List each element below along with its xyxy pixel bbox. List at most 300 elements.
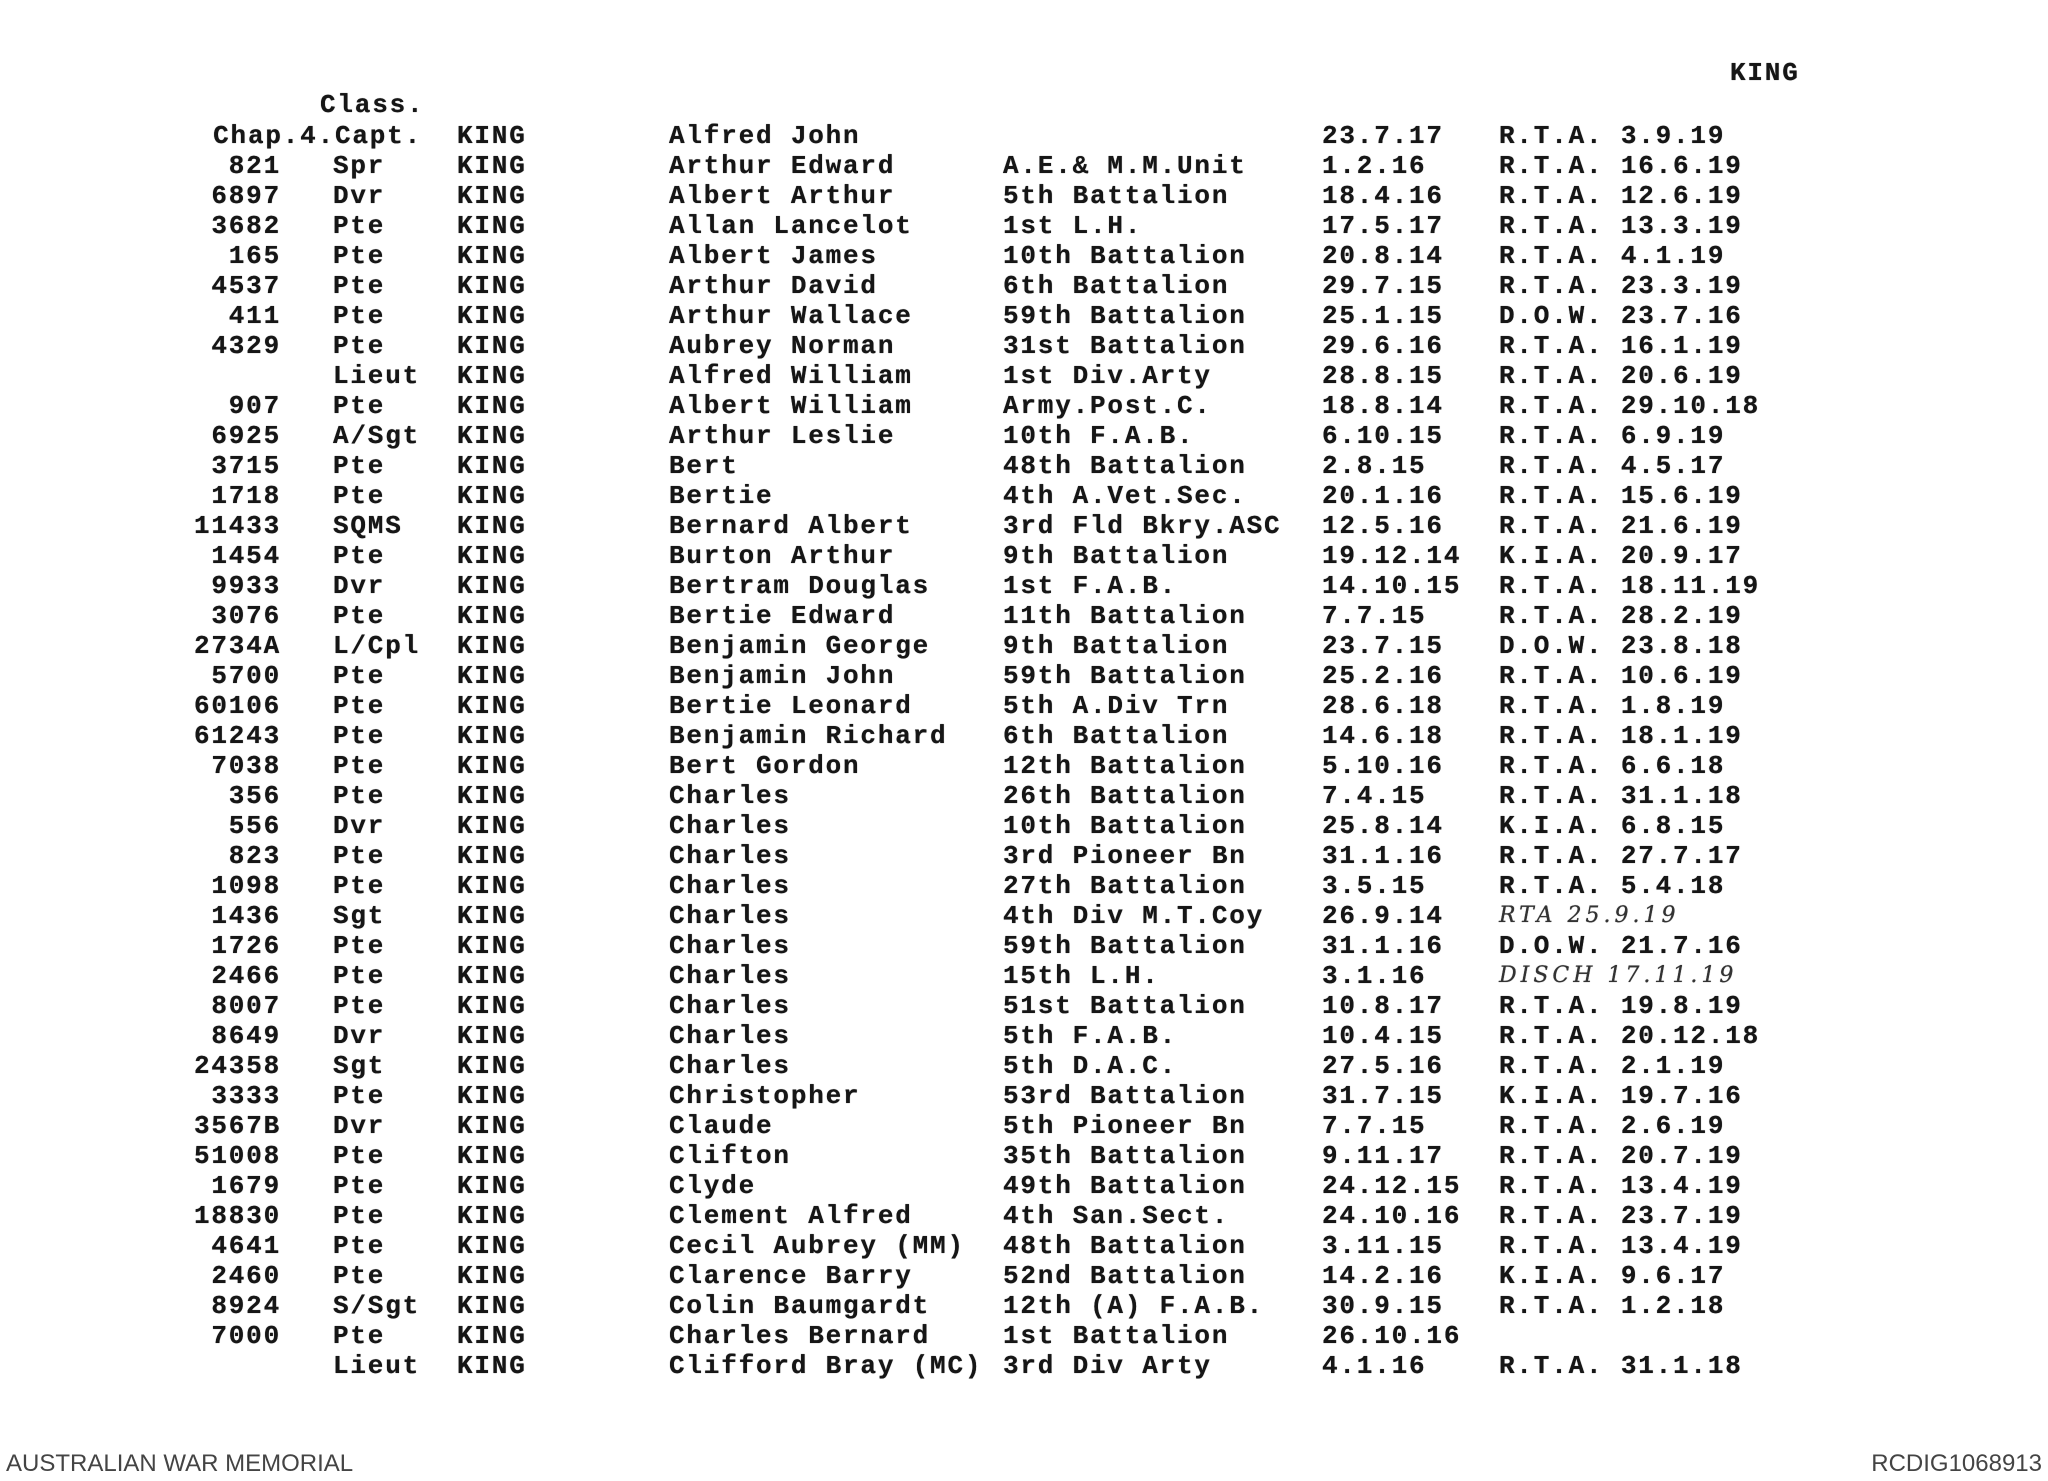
unit-cell: A.E.& M.M.Unit xyxy=(1003,151,1247,181)
unit-cell: 31st Battalion xyxy=(1003,331,1247,361)
unit-cell: 48th Battalion xyxy=(1003,451,1247,481)
service-number-cell: 3076 xyxy=(211,601,281,631)
table-row xyxy=(0,361,2048,391)
enlistment-date-cell: 2.8.15 xyxy=(1322,451,1427,481)
rank-cell: Pte xyxy=(333,961,386,991)
unit-cell: 15th L.H. xyxy=(1003,961,1160,991)
service-number-cell: 4537 xyxy=(211,271,281,301)
unit-cell: 12th Battalion xyxy=(1003,751,1247,781)
fate-cell: RTA 25.9.19 xyxy=(1499,903,1680,928)
unit-cell: 52nd Battalion xyxy=(1003,1261,1247,1291)
table-row xyxy=(0,421,2048,451)
surname-cell: KING xyxy=(457,661,527,691)
given-names-cell: Charles xyxy=(669,1051,791,1081)
service-number-cell: 11433 xyxy=(193,511,281,541)
unit-cell: 4th Div M.T.Coy xyxy=(1003,901,1265,931)
unit-cell: 48th Battalion xyxy=(1003,1231,1247,1261)
fate-cell: R.T.A. 13.4.19 xyxy=(1499,1231,1743,1261)
rank-cell: Dvr xyxy=(333,1111,386,1141)
given-names-cell: Clyde xyxy=(669,1171,757,1201)
service-number-cell: 821 xyxy=(228,151,281,181)
table-row xyxy=(0,1261,2048,1291)
table-row xyxy=(0,481,2048,511)
rank-cell: Sgt xyxy=(333,1051,386,1081)
rank-cell: Pte xyxy=(333,391,386,421)
fate-cell: R.T.A. 16.1.19 xyxy=(1499,331,1743,361)
table-row xyxy=(0,961,2048,991)
given-names-cell: Charles Bernard xyxy=(669,1321,931,1351)
unit-cell: 4th A.Vet.Sec. xyxy=(1003,481,1247,511)
service-number-cell: 556 xyxy=(228,811,281,841)
table-row xyxy=(0,151,2048,181)
table-row xyxy=(0,451,2048,481)
rank-cell: Pte xyxy=(333,301,386,331)
table-row xyxy=(0,901,2048,931)
rank-cell: Pte xyxy=(333,751,386,781)
unit-cell: 5th D.A.C. xyxy=(1003,1051,1178,1081)
given-names-cell: Alfred William xyxy=(669,361,913,391)
given-names-cell: Charles xyxy=(669,1021,791,1051)
table-row xyxy=(0,181,2048,211)
service-number-cell: 24358 xyxy=(193,1051,281,1081)
unit-cell: 27th Battalion xyxy=(1003,871,1247,901)
service-number-cell: 51008 xyxy=(193,1141,281,1171)
table-row xyxy=(0,1021,2048,1051)
unit-cell: 51st Battalion xyxy=(1003,991,1247,1021)
enlistment-date-cell: 3.1.16 xyxy=(1322,961,1427,991)
surname-cell: KING xyxy=(457,391,527,421)
table-row xyxy=(0,721,2048,751)
enlistment-date-cell: 12.5.16 xyxy=(1322,511,1444,541)
table-row xyxy=(0,1201,2048,1231)
table-row xyxy=(0,1141,2048,1171)
given-names-cell: Cecil Aubrey (MM) xyxy=(669,1231,965,1261)
enlistment-date-cell: 26.9.14 xyxy=(1322,901,1444,931)
table-row xyxy=(0,811,2048,841)
given-names-cell: Aubrey Norman xyxy=(669,331,896,361)
unit-cell: 10th F.A.B. xyxy=(1003,421,1195,451)
fate-cell: K.I.A. 19.7.16 xyxy=(1499,1081,1743,1111)
given-names-cell: Albert Arthur xyxy=(669,181,896,211)
unit-cell: 26th Battalion xyxy=(1003,781,1247,811)
table-row xyxy=(0,271,2048,301)
surname-cell: KING xyxy=(457,451,527,481)
given-names-cell: Bertie Edward xyxy=(669,601,896,631)
service-number-cell: 165 xyxy=(228,241,281,271)
given-names-cell: Burton Arthur xyxy=(669,541,896,571)
rank-cell: Pte xyxy=(333,661,386,691)
rank-cell: L/Cpl xyxy=(333,631,421,661)
surname-cell: KING xyxy=(457,481,527,511)
given-names-cell: Bertram Douglas xyxy=(669,571,931,601)
surname-cell: KING xyxy=(457,1171,527,1201)
rank-cell: Pte xyxy=(333,721,386,751)
enlistment-date-cell: 7.7.15 xyxy=(1322,601,1427,631)
given-names-cell: Bertie xyxy=(669,481,774,511)
fate-cell: K.I.A. 9.6.17 xyxy=(1499,1261,1726,1291)
given-names-cell: Arthur David xyxy=(669,271,878,301)
page-surname-tag: KING xyxy=(1730,58,1800,88)
unit-cell: 12th (A) F.A.B. xyxy=(1003,1291,1265,1321)
given-names-cell: Clifford Bray (MC) xyxy=(669,1351,983,1381)
fate-cell: R.T.A. 27.7.17 xyxy=(1499,841,1743,871)
surname-cell: KING xyxy=(457,571,527,601)
fate-cell: R.T.A. 20.12.18 xyxy=(1499,1021,1761,1051)
surname-cell: KING xyxy=(457,811,527,841)
fate-cell: R.T.A. 10.6.19 xyxy=(1499,661,1743,691)
given-names-cell: Claude xyxy=(669,1111,774,1141)
rank-cell: Dvr xyxy=(333,1021,386,1051)
unit-cell: 11th Battalion xyxy=(1003,601,1247,631)
table-row xyxy=(0,301,2048,331)
given-names-cell: Bertie Leonard xyxy=(669,691,913,721)
rank-cell: Pte xyxy=(333,841,386,871)
unit-cell: 9th Battalion xyxy=(1003,631,1230,661)
given-names-cell: Clement Alfred xyxy=(669,1201,913,1231)
surname-cell: KING xyxy=(457,961,527,991)
service-number-cell: 411 xyxy=(228,301,281,331)
rank-cell: Pte xyxy=(333,991,386,1021)
given-names-cell: Arthur Leslie xyxy=(669,421,896,451)
surname-cell: KING xyxy=(457,1261,527,1291)
rank-cell: SQMS xyxy=(333,511,403,541)
surname-cell: KING xyxy=(457,1201,527,1231)
unit-cell: 3rd Fld Bkry.ASC xyxy=(1003,511,1282,541)
service-number-cell: 5700 xyxy=(211,661,281,691)
enlistment-date-cell: 23.7.15 xyxy=(1322,631,1444,661)
unit-cell: 10th Battalion xyxy=(1003,811,1247,841)
surname-cell: KING xyxy=(457,721,527,751)
enlistment-date-cell: 9.11.17 xyxy=(1322,1141,1444,1171)
rank-cell: Pte xyxy=(333,1081,386,1111)
enlistment-date-cell: 1.2.16 xyxy=(1322,151,1427,181)
service-number-cell: 2734A xyxy=(193,631,281,661)
unit-cell: 1st Battalion xyxy=(1003,1321,1230,1351)
rank-cell: Spr xyxy=(333,151,386,181)
rank-cell: Pte xyxy=(333,481,386,511)
unit-cell: 49th Battalion xyxy=(1003,1171,1247,1201)
given-names-cell: Charles xyxy=(669,991,791,1021)
surname-cell: KING xyxy=(457,841,527,871)
table-row xyxy=(0,601,2048,631)
table-row xyxy=(0,661,2048,691)
fate-cell: R.T.A. 12.6.19 xyxy=(1499,181,1743,211)
fate-cell: R.T.A. 23.7.19 xyxy=(1499,1201,1743,1231)
enlistment-date-cell: 31.1.16 xyxy=(1322,931,1444,961)
enlistment-date-cell: 25.1.15 xyxy=(1322,301,1444,331)
enlistment-date-cell: 7.7.15 xyxy=(1322,1111,1427,1141)
rank-cell: Pte xyxy=(333,211,386,241)
table-row xyxy=(0,841,2048,871)
given-names-cell: Benjamin John xyxy=(669,661,896,691)
rank-cell: Pte xyxy=(333,1201,386,1231)
rank-cell: Pte xyxy=(333,1141,386,1171)
fate-cell: R.T.A. 31.1.18 xyxy=(1499,1351,1743,1381)
fate-cell: R.T.A. 6.9.19 xyxy=(1499,421,1726,451)
unit-cell: 59th Battalion xyxy=(1003,301,1247,331)
surname-cell: KING xyxy=(457,691,527,721)
enlistment-date-cell: 14.2.16 xyxy=(1322,1261,1444,1291)
surname-cell: KING xyxy=(457,421,527,451)
unit-cell: 4th San.Sect. xyxy=(1003,1201,1230,1231)
rank-cell: Lieut xyxy=(333,1351,421,1381)
service-number-cell: 2460 xyxy=(211,1261,281,1291)
given-names-cell: Benjamin George xyxy=(669,631,931,661)
table-row xyxy=(0,391,2048,421)
rank-cell: S/Sgt xyxy=(333,1291,421,1321)
surname-cell: KING xyxy=(457,991,527,1021)
fate-cell: R.T.A. 13.3.19 xyxy=(1499,211,1743,241)
surname-cell: KING xyxy=(457,1351,527,1381)
surname-cell: KING xyxy=(457,181,527,211)
enlistment-date-cell: 24.12.15 xyxy=(1322,1171,1462,1201)
fate-cell: R.T.A. 4.1.19 xyxy=(1499,241,1726,271)
service-number-cell: 3715 xyxy=(211,451,281,481)
service-number-cell: 4641 xyxy=(211,1231,281,1261)
unit-cell: 1st F.A.B. xyxy=(1003,571,1178,601)
table-row xyxy=(0,1081,2048,1111)
service-number-cell: 3682 xyxy=(211,211,281,241)
rank-cell: Pte xyxy=(333,871,386,901)
table-row xyxy=(0,121,2048,151)
enlistment-date-cell: 31.1.16 xyxy=(1322,841,1444,871)
fate-cell: R.T.A. 21.6.19 xyxy=(1499,511,1743,541)
fate-cell: R.T.A. 29.10.18 xyxy=(1499,391,1761,421)
enlistment-date-cell: 30.9.15 xyxy=(1322,1291,1444,1321)
enlistment-date-cell: 25.2.16 xyxy=(1322,661,1444,691)
enlistment-date-cell: 3.5.15 xyxy=(1322,871,1427,901)
surname-cell: KING xyxy=(457,601,527,631)
fate-cell: R.T.A. 2.1.19 xyxy=(1499,1051,1726,1081)
surname-cell: KING xyxy=(457,1291,527,1321)
surname-cell: KING xyxy=(457,1051,527,1081)
enlistment-date-cell: 7.4.15 xyxy=(1322,781,1427,811)
given-names-cell: Arthur Wallace xyxy=(669,301,913,331)
rank-cell: A/Sgt xyxy=(333,421,421,451)
enlistment-date-cell: 6.10.15 xyxy=(1322,421,1444,451)
table-row xyxy=(0,571,2048,601)
rank-cell: Pte xyxy=(333,1321,386,1351)
unit-cell: Army.Post.C. xyxy=(1003,391,1212,421)
fate-cell: R.T.A. 18.11.19 xyxy=(1499,571,1761,601)
given-names-cell: Bernard Albert xyxy=(669,511,913,541)
given-names-cell: Charles xyxy=(669,871,791,901)
surname-cell: KING xyxy=(457,631,527,661)
unit-cell: 1st Div.Arty xyxy=(1003,361,1212,391)
unit-cell: 3rd Div Arty xyxy=(1003,1351,1212,1381)
unit-cell: 1st L.H. xyxy=(1003,211,1143,241)
enlistment-date-cell: 10.8.17 xyxy=(1322,991,1444,1021)
given-names-cell: Charles xyxy=(669,961,791,991)
enlistment-date-cell: 23.7.17 xyxy=(1322,121,1444,151)
rank-cell: Pte xyxy=(333,331,386,361)
rank-cell: Pte xyxy=(333,601,386,631)
table-row xyxy=(0,1351,2048,1381)
service-number-cell: 3567B xyxy=(193,1111,281,1141)
service-number-cell: 1436 xyxy=(211,901,281,931)
enlistment-date-cell: 14.6.18 xyxy=(1322,721,1444,751)
fate-cell: R.T.A. 20.6.19 xyxy=(1499,361,1743,391)
given-names-cell: Colin Baumgardt xyxy=(669,1291,931,1321)
rank-cell: Pte xyxy=(333,1171,386,1201)
enlistment-date-cell: 24.10.16 xyxy=(1322,1201,1462,1231)
service-number-cell: 4329 xyxy=(211,331,281,361)
service-number-cell: 8007 xyxy=(211,991,281,1021)
service-number-cell: 1726 xyxy=(211,931,281,961)
fate-cell: R.T.A. 13.4.19 xyxy=(1499,1171,1743,1201)
given-names-cell: Bert xyxy=(669,451,739,481)
rank-cell: Dvr xyxy=(333,181,386,211)
surname-cell: KING xyxy=(457,271,527,301)
rank-cell: Pte xyxy=(333,271,386,301)
fate-cell: DISCH 17.11.19 xyxy=(1499,963,1738,988)
fate-cell: R.T.A. 20.7.19 xyxy=(1499,1141,1743,1171)
service-number-cell: 61243 xyxy=(193,721,281,751)
footer-institution: AUSTRALIAN WAR MEMORIAL xyxy=(6,1450,354,1477)
fate-cell: R.T.A. 31.1.18 xyxy=(1499,781,1743,811)
enlistment-date-cell: 27.5.16 xyxy=(1322,1051,1444,1081)
table-row xyxy=(0,1051,2048,1081)
service-number-cell: 1679 xyxy=(211,1171,281,1201)
fate-cell: R.T.A. 15.6.19 xyxy=(1499,481,1743,511)
surname-cell: KING xyxy=(457,541,527,571)
enlistment-date-cell: 4.1.16 xyxy=(1322,1351,1427,1381)
enlistment-date-cell: 18.4.16 xyxy=(1322,181,1444,211)
given-names-cell: Clarence Barry xyxy=(669,1261,913,1291)
service-number-cell: 6897 xyxy=(211,181,281,211)
fate-cell: R.T.A. 18.1.19 xyxy=(1499,721,1743,751)
unit-cell: 53rd Battalion xyxy=(1003,1081,1247,1111)
service-number-cell: 7038 xyxy=(211,751,281,781)
table-row xyxy=(0,931,2048,961)
given-names-cell: Charles xyxy=(669,781,791,811)
surname-cell: KING xyxy=(457,931,527,961)
fate-cell: K.I.A. 6.8.15 xyxy=(1499,811,1726,841)
unit-cell: 5th A.Div Trn xyxy=(1003,691,1230,721)
service-number-cell: 1098 xyxy=(211,871,281,901)
given-names-cell: Clifton xyxy=(669,1141,791,1171)
rank-cell: Pte xyxy=(333,1261,386,1291)
table-row xyxy=(0,871,2048,901)
service-number-cell: 9933 xyxy=(211,571,281,601)
service-number-cell: 907 xyxy=(228,391,281,421)
unit-cell: 3rd Pioneer Bn xyxy=(1003,841,1247,871)
unit-cell: 59th Battalion xyxy=(1003,661,1247,691)
given-names-cell: Benjamin Richard xyxy=(669,721,948,751)
rank-cell: Pte xyxy=(333,1231,386,1261)
rank-cell: Pte xyxy=(333,931,386,961)
fate-cell: R.T.A. 1.8.19 xyxy=(1499,691,1726,721)
given-names-cell: Allan Lancelot xyxy=(669,211,913,241)
rank-cell: Pte xyxy=(333,241,386,271)
given-names-cell: Charles xyxy=(669,841,791,871)
service-number-cell: 60106 xyxy=(193,691,281,721)
unit-cell: 5th Battalion xyxy=(1003,181,1230,211)
surname-cell: KING xyxy=(457,1141,527,1171)
surname-cell: KING xyxy=(457,511,527,541)
enlistment-date-cell: 3.11.15 xyxy=(1322,1231,1444,1261)
surname-cell: KING xyxy=(457,1111,527,1141)
given-names-cell: Charles xyxy=(669,931,791,961)
enlistment-date-cell: 20.1.16 xyxy=(1322,481,1444,511)
fate-cell: D.O.W. 21.7.16 xyxy=(1499,931,1743,961)
fate-cell: K.I.A. 20.9.17 xyxy=(1499,541,1743,571)
service-number-cell: 2466 xyxy=(211,961,281,991)
enlistment-date-cell: 26.10.16 xyxy=(1322,1321,1462,1351)
surname-cell: KING xyxy=(457,871,527,901)
unit-cell: 6th Battalion xyxy=(1003,271,1230,301)
fate-cell: R.T.A. 16.6.19 xyxy=(1499,151,1743,181)
service-number-cell: 823 xyxy=(228,841,281,871)
given-names-cell: Arthur Edward xyxy=(669,151,896,181)
enlistment-date-cell: 28.8.15 xyxy=(1322,361,1444,391)
surname-cell: KING xyxy=(457,121,527,151)
service-number-cell: 6925 xyxy=(211,421,281,451)
surname-cell: KING xyxy=(457,901,527,931)
surname-cell: KING xyxy=(457,151,527,181)
given-names-cell: Charles xyxy=(669,901,791,931)
unit-cell: 6th Battalion xyxy=(1003,721,1230,751)
enlistment-date-cell: 29.7.15 xyxy=(1322,271,1444,301)
rank-cell: Pte xyxy=(333,541,386,571)
surname-cell: KING xyxy=(457,1021,527,1051)
enlistment-date-cell: 17.5.17 xyxy=(1322,211,1444,241)
footer-record-id: RCDIG1068913 xyxy=(1871,1450,2042,1477)
table-row xyxy=(0,541,2048,571)
surname-cell: KING xyxy=(457,1321,527,1351)
service-number-cell: 7000 xyxy=(211,1321,281,1351)
surname-cell: KING xyxy=(457,1081,527,1111)
surname-cell: KING xyxy=(457,751,527,781)
surname-cell: KING xyxy=(457,241,527,271)
service-number-cell: 1718 xyxy=(211,481,281,511)
given-names-cell: Albert James xyxy=(669,241,878,271)
service-number-cell: 3333 xyxy=(211,1081,281,1111)
enlistment-date-cell: 31.7.15 xyxy=(1322,1081,1444,1111)
table-row xyxy=(0,691,2048,721)
fate-cell: R.T.A. 19.8.19 xyxy=(1499,991,1743,1021)
table-row xyxy=(0,1171,2048,1201)
given-names-cell: Charles xyxy=(669,811,791,841)
enlistment-date-cell: 5.10.16 xyxy=(1322,751,1444,781)
table-row xyxy=(0,1321,2048,1351)
rank-cell: Dvr xyxy=(333,571,386,601)
service-number-cell: 1454 xyxy=(211,541,281,571)
fate-cell: R.T.A. 23.3.19 xyxy=(1499,271,1743,301)
fate-cell: R.T.A. 6.6.18 xyxy=(1499,751,1726,781)
unit-cell: 35th Battalion xyxy=(1003,1141,1247,1171)
enlistment-date-cell: 29.6.16 xyxy=(1322,331,1444,361)
fate-cell: R.T.A. 5.4.18 xyxy=(1499,871,1726,901)
table-row xyxy=(0,211,2048,241)
enlistment-date-cell: 18.8.14 xyxy=(1322,391,1444,421)
fate-cell: R.T.A. 1.2.18 xyxy=(1499,1291,1726,1321)
table-row xyxy=(0,511,2048,541)
unit-cell: 10th Battalion xyxy=(1003,241,1247,271)
service-number-cell: 8924 xyxy=(211,1291,281,1321)
fate-cell: R.T.A. 28.2.19 xyxy=(1499,601,1743,631)
surname-cell: KING xyxy=(457,781,527,811)
table-row xyxy=(0,331,2048,361)
service-number-cell: 18830 xyxy=(193,1201,281,1231)
service-number-cell: 8649 xyxy=(211,1021,281,1051)
unit-cell: 59th Battalion xyxy=(1003,931,1247,961)
rank-cell: Dvr xyxy=(333,811,386,841)
fate-cell: R.T.A. 3.9.19 xyxy=(1499,121,1726,151)
fate-cell: D.O.W. 23.8.18 xyxy=(1499,631,1743,661)
table-row xyxy=(0,1291,2048,1321)
table-row xyxy=(0,1231,2048,1261)
